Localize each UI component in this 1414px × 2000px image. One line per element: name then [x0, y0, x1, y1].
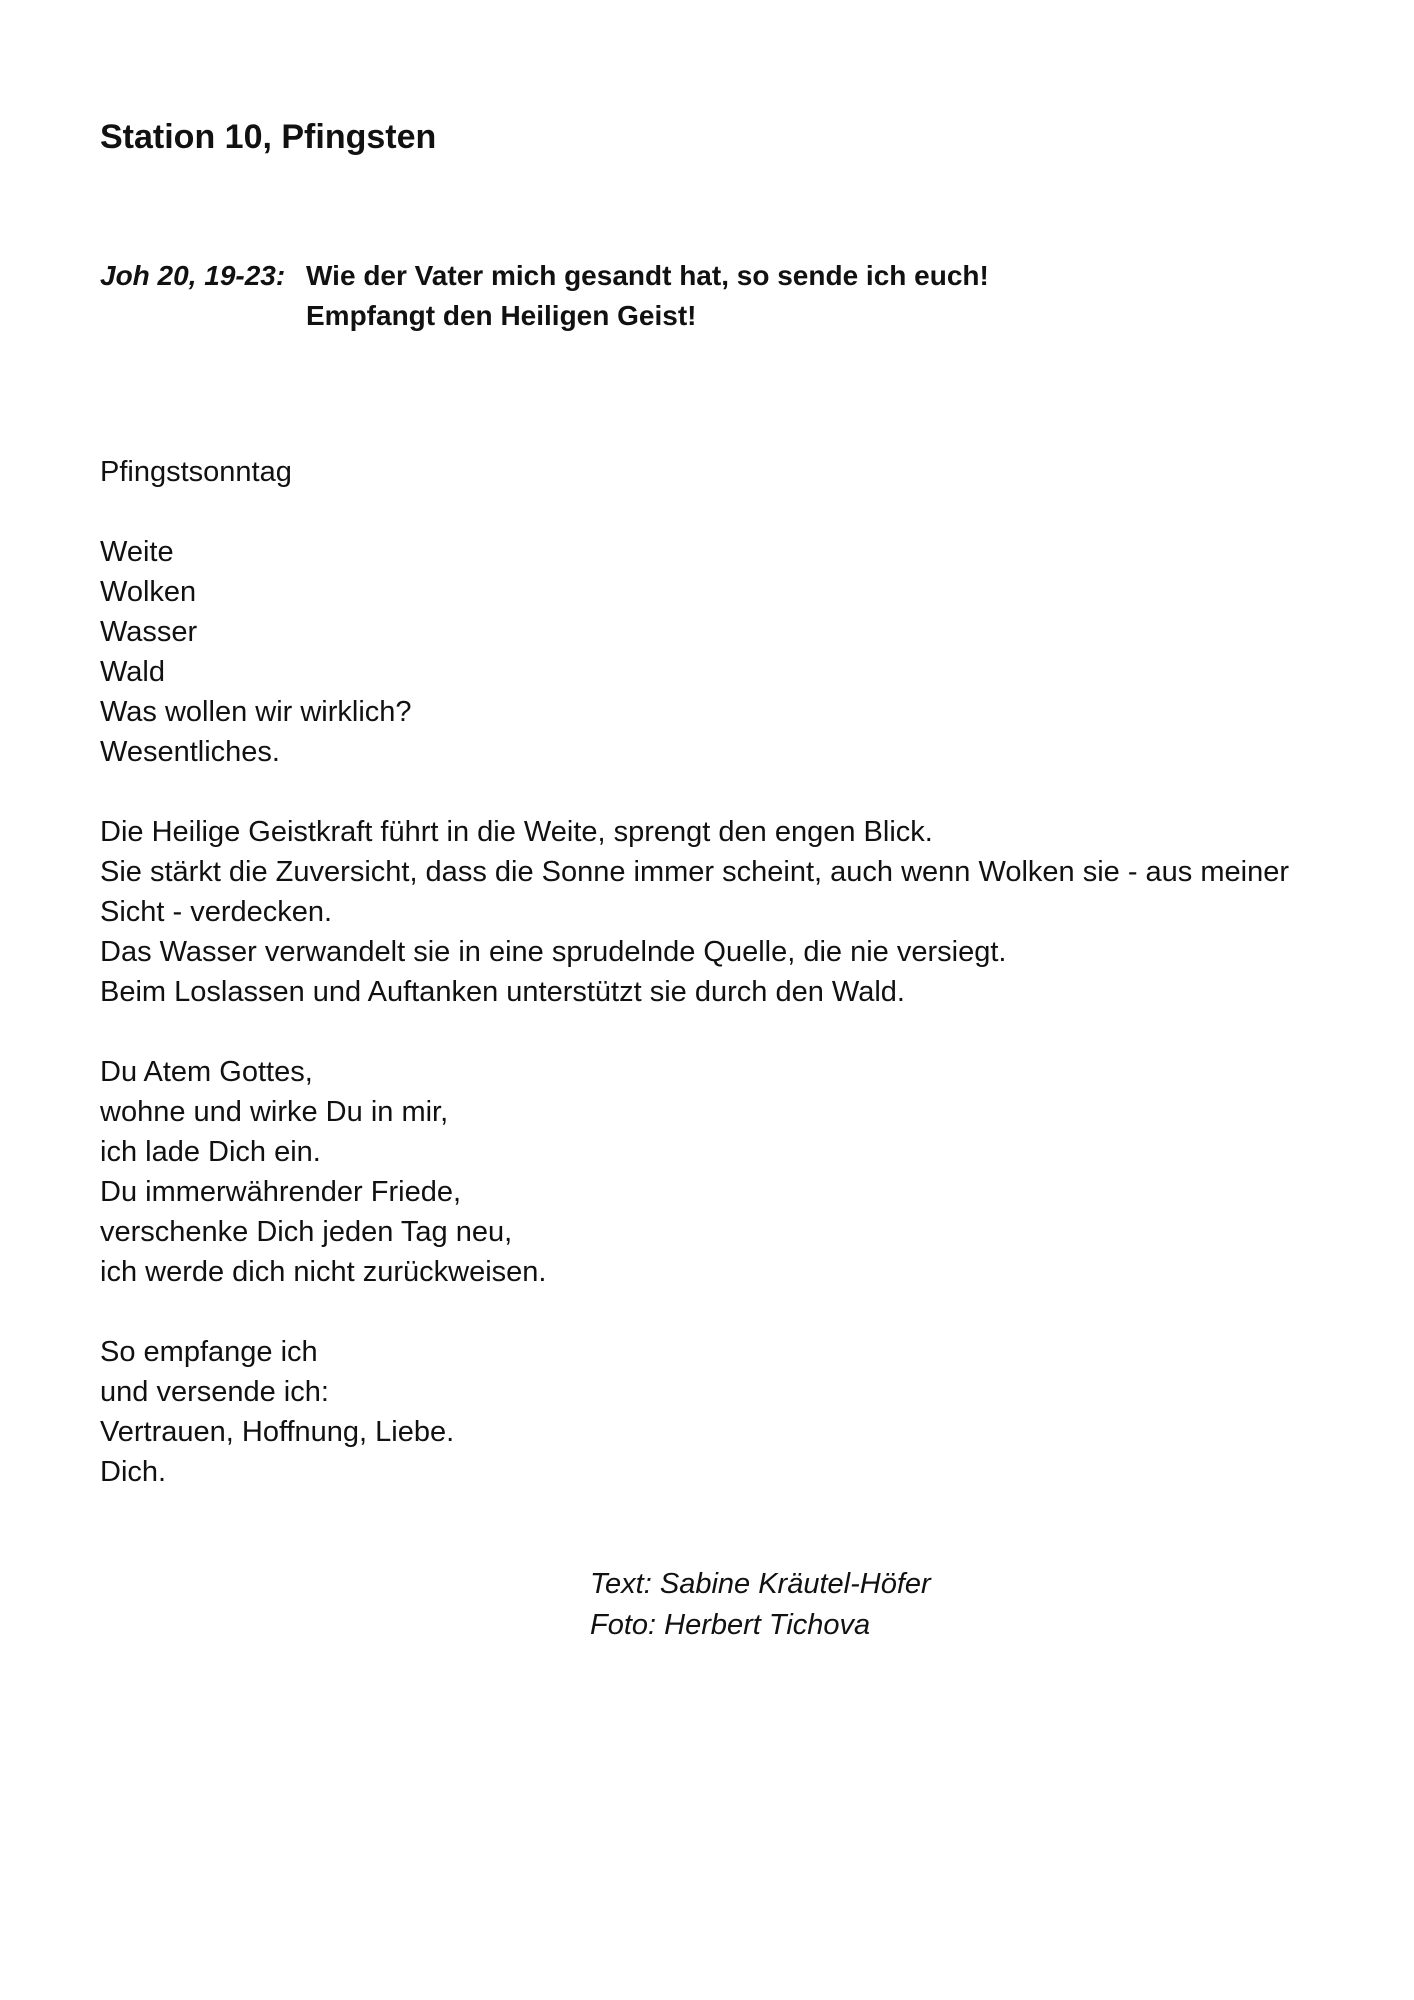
page-title: Station 10, Pfingsten: [100, 118, 437, 156]
credits: [590, 1564, 931, 1646]
poem-line: Wald: [100, 656, 165, 688]
text-credit: Text: Sabine Kräutel-Höfer: [590, 1568, 931, 1600]
verse-row-1: [100, 256, 989, 296]
verse-line-2: Empfangt den Heiligen Geist!: [306, 300, 697, 331]
bible-verse: [100, 256, 989, 336]
poem-line: wohne und wirke Du in mir,: [100, 1096, 449, 1128]
poem-line: Beim Loslassen und Auftanken unterstützt sie durch den Wald.: [100, 976, 905, 1008]
verse-reference: Joh 20, 19-23:: [100, 260, 286, 291]
poem-line: verschenke Dich jeden Tag neu,: [100, 1216, 513, 1248]
poem-line: Wesentliches.: [100, 736, 280, 768]
verse-row-2: [100, 296, 989, 336]
stanza-3: [100, 1052, 1400, 1292]
poem-line: Wolken: [100, 576, 197, 608]
stanza-gap: [100, 772, 1400, 812]
poem-line: Du immerwährender Friede,: [100, 1176, 462, 1208]
poem-line: Weite: [100, 536, 174, 568]
poem-line: Sicht - verdecken.: [100, 896, 333, 928]
poem-heading: Pfingstsonntag: [100, 456, 292, 488]
stanza-2: [100, 812, 1400, 1012]
verse-line-1: Wie der Vater mich gesandt hat, so sende ich euch!: [306, 260, 989, 291]
poem-line: Du Atem Gottes,: [100, 1056, 313, 1088]
verse-indent: [100, 296, 306, 336]
poem-line: ich lade Dich ein.: [100, 1136, 321, 1168]
poem-line: ich werde dich nicht zurückweisen.: [100, 1256, 547, 1288]
stanza-gap: [100, 1012, 1400, 1052]
poem: [100, 452, 1400, 1492]
photo-credit: Foto: Herbert Tichova: [590, 1609, 871, 1641]
stanza-4: [100, 1332, 1400, 1492]
poem-line: Das Wasser verwandelt sie in eine sprudelnde Quelle, die nie versiegt.: [100, 936, 1007, 968]
stanza-gap: [100, 1292, 1400, 1332]
poem-line: Die Heilige Geistkraft führt in die Weite, sprengt den engen Blick.: [100, 816, 933, 848]
poem-line: Vertrauen, Hoffnung, Liebe.: [100, 1416, 455, 1448]
stanza-1: [100, 532, 1400, 772]
poem-line: Dich.: [100, 1456, 167, 1488]
stanza-gap: [100, 492, 1400, 532]
poem-line: Sie stärkt die Zuversicht, dass die Sonne immer scheint, auch wenn Wolken sie - aus meiner: [100, 856, 1289, 888]
poem-line: und versende ich:: [100, 1376, 329, 1408]
poem-line: So empfange ich: [100, 1336, 318, 1368]
poem-line: Wasser: [100, 616, 198, 648]
poem-line: Was wollen wir wirklich?: [100, 696, 412, 728]
